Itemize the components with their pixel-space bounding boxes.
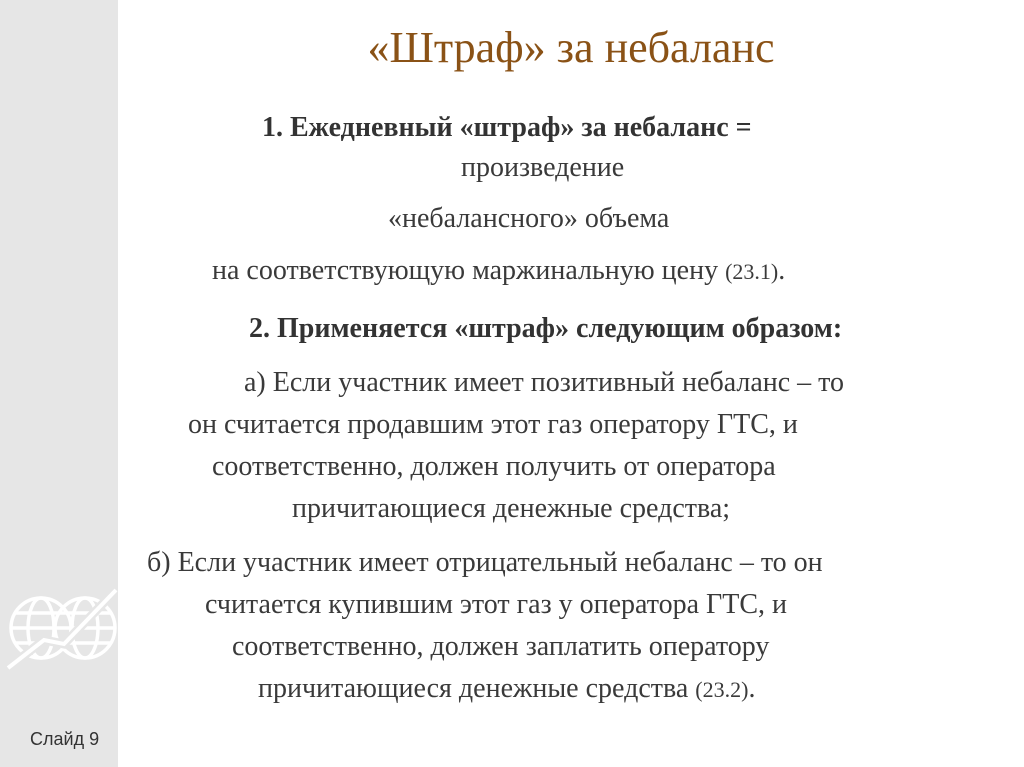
point-1-end: . <box>778 255 786 286</box>
point-1-line-3: «небалансного» объема <box>388 203 670 234</box>
item-a-line-2: он считается продавшим этот газ оператору ГТС, и <box>188 409 798 440</box>
reference-23-2: (23.2) <box>695 677 749 702</box>
point-1-line-4 <box>212 255 785 287</box>
item-a-line-1: а) Если участник имеет позитивный небаланс – то <box>244 367 845 398</box>
item-b-end: . <box>748 673 756 704</box>
slide-number: Слайд 9 <box>30 729 100 749</box>
item-b-line-4-text: причитающиеся денежные средства <box>258 673 689 704</box>
point-1-line-2: произведение <box>461 152 625 183</box>
point-1-line-4-text: на соответствующую маржинальную цену <box>212 255 719 286</box>
item-a-line-3: соответственно, должен получить от оператора <box>212 451 776 482</box>
slide-title: «Штраф» за небаланс <box>367 23 775 72</box>
point-2-heading: 2. Применяется «штраф» следующим образом: <box>249 313 843 344</box>
item-b-line-4 <box>258 673 755 705</box>
item-a-line-4: причитающиеся денежные средства; <box>292 493 731 524</box>
item-b-line-3: соответственно, должен заплатить оператору <box>232 631 770 662</box>
reference-23-1: (23.1) <box>725 259 779 284</box>
item-b-line-1: б) Если участник имеет отрицательный небаланс – то он <box>147 547 823 578</box>
left-sidebar <box>0 0 118 767</box>
point-1-heading: 1. Ежедневный «штраф» за небаланс = <box>262 112 752 143</box>
item-b-line-2: считается купившим этот газ у оператора ГТС, и <box>205 589 787 620</box>
globe-logo-icon <box>6 582 118 674</box>
